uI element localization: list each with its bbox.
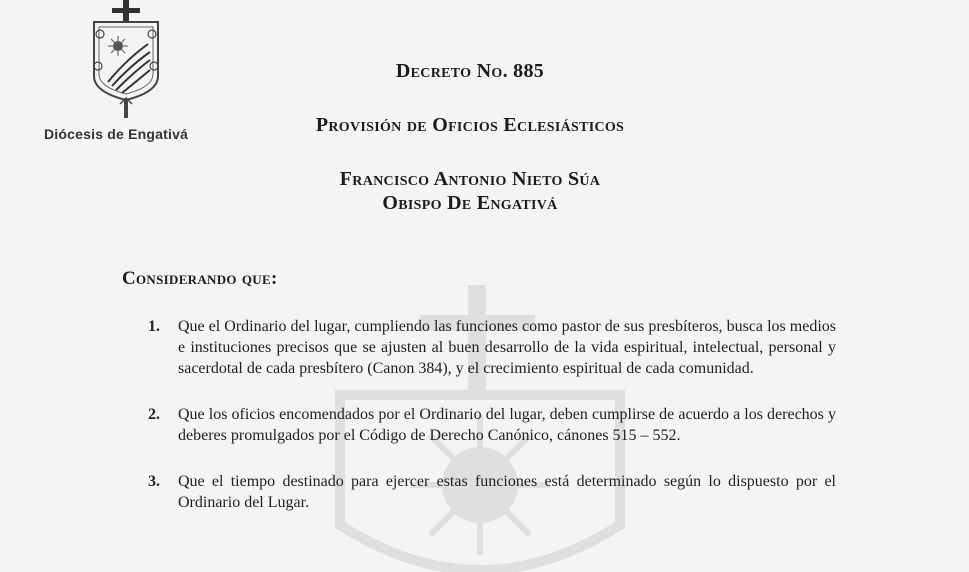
- clause-item: [148, 404, 836, 446]
- diocese-name: Diócesis de Engativá: [44, 126, 189, 142]
- clause-number: 3.: [148, 473, 160, 490]
- clause-text: Que el Ordinario del lugar, cumpliendo las funciones como pastor de sus presbíteros, busca los medios e instituciones precisos que se ajusten al buen desarrollo de la vida espiritual, intelectual, personal y sacerdotal de cada presbítero (Canon 384), y el crecimiento espiritual de cada comunidad.: [178, 318, 836, 377]
- clause-item: [148, 316, 836, 379]
- diocese-coat-of-arms-icon: [88, 0, 164, 118]
- clause-number: 2.: [148, 406, 160, 423]
- clause-item: [148, 471, 836, 513]
- clause-text: Que el tiempo destinado para ejercer estas funciones está determinado según lo dispuesto por el Ordinario del Lugar.: [178, 473, 836, 511]
- considering-heading: Considerando que:: [122, 268, 278, 289]
- clause-number: 1.: [148, 318, 160, 335]
- bishop-title: Obispo De Engativá: [382, 192, 558, 214]
- decree-title: Decreto No. 885: [395, 60, 545, 82]
- bishop-name: Francisco Antonio Nieto Súa: [339, 168, 601, 190]
- provision-title: Provisión de Oficios Eclesiásticos: [315, 114, 625, 136]
- clause-list: [148, 316, 836, 538]
- clause-text: Que los oficios encomendados por el Ordinario del lugar, deben cumplirse de acuerdo a los derechos y deberes promulgados por el Código de Derecho Canónico, cánones 515 – 552.: [178, 406, 836, 444]
